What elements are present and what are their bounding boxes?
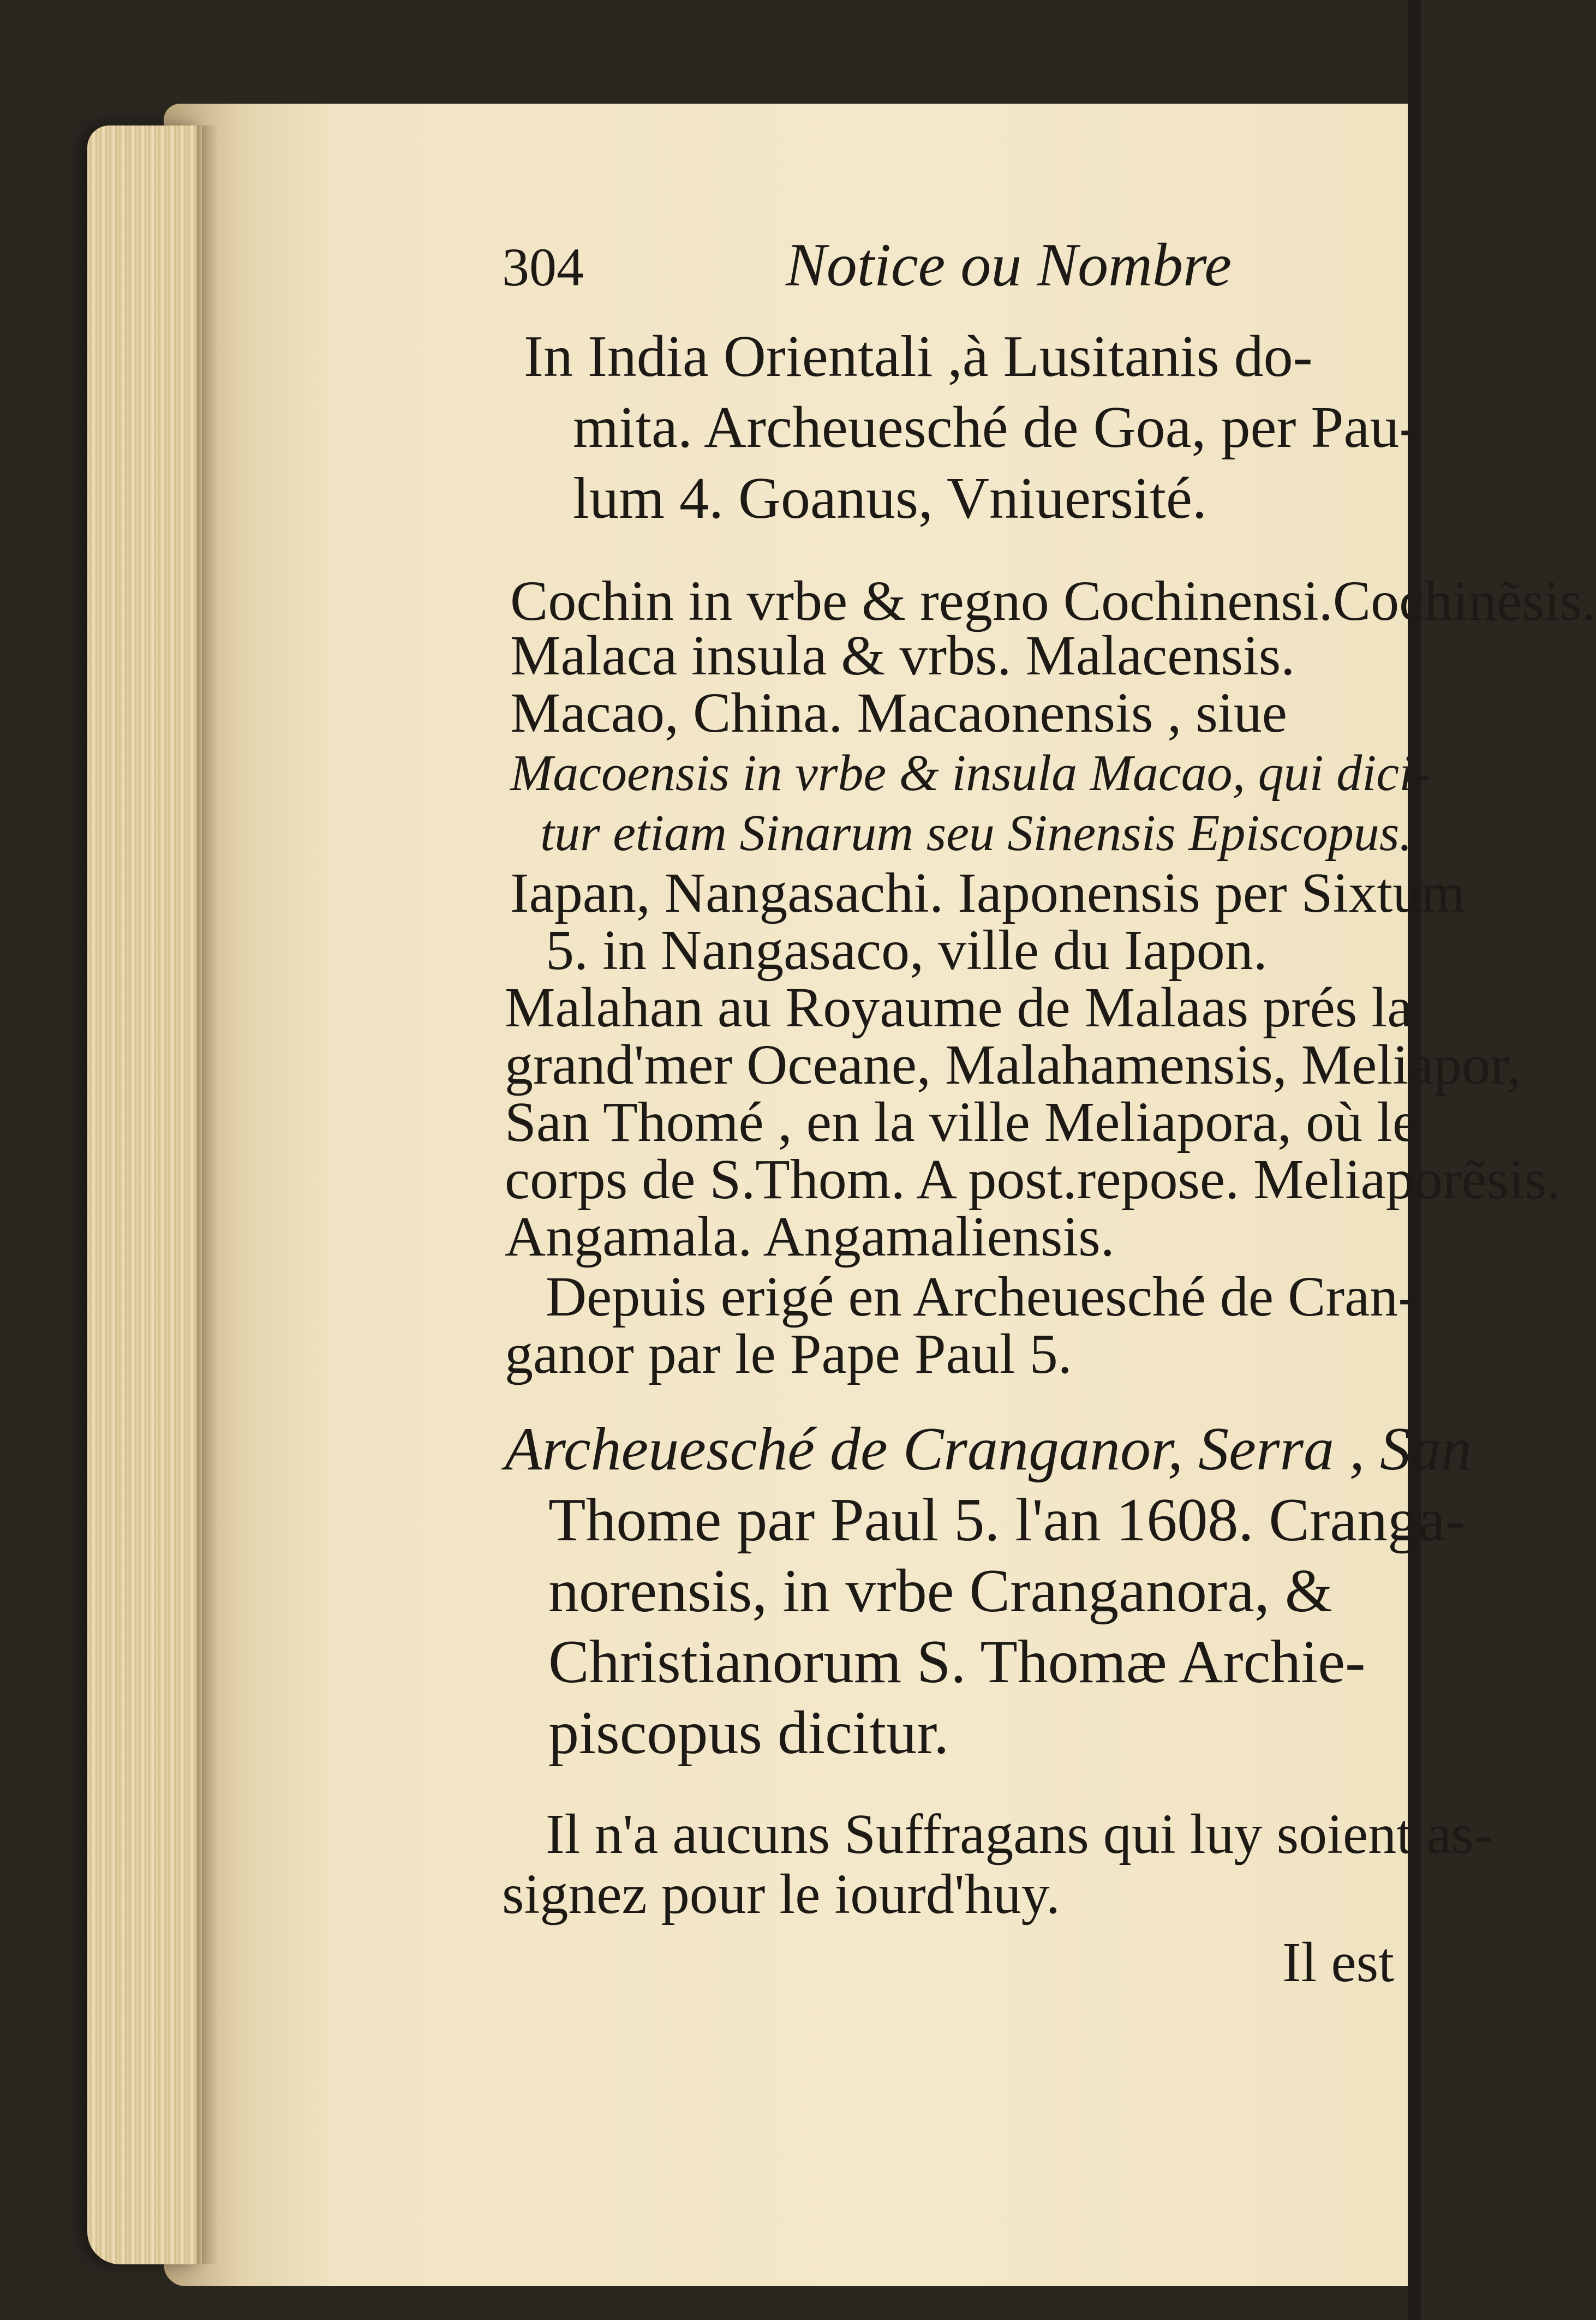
text-line: Cochin in vrbe & regno Cochinensi.Cochinẽsis. [510,570,1596,632]
text-line: grand'mer Oceane, Malahamensis, Meliapor, [505,1033,1521,1096]
text-line: Malaca insula & vrbs. Malacensis. [510,624,1295,687]
text-line: lum 4. Goanus, Vniuersité. [573,466,1207,531]
text-line: Christianorum S. Thomæ Archie- [548,1628,1366,1696]
text-line: San Thomé , en la ville Meliapora, où le [505,1091,1418,1153]
text-line: norensis, in vrbe Cranganora, & [548,1557,1332,1625]
text-line: Archeuesché de Cranganor, Serra , San [505,1415,1472,1483]
text-line: ganor par le Pape Paul 5. [505,1323,1072,1385]
catchword: Il est [1282,1931,1395,1994]
text-line: 5. in Nangasaco, ville du Iapon. [546,919,1268,982]
text-line: Macoensis in vrbe & insula Macao, qui dici- [510,745,1431,802]
text-line: Thome par Paul 5. l'an 1608. Cranga- [548,1486,1466,1554]
text-line: tur etiam Sinarum seu Sinensis Episcopus. [540,805,1412,862]
text-line: piscopus dicitur. [548,1699,949,1767]
page-edges [87,125,202,2264]
text-line: Iapan, Nangasachi. Iaponensis per Sixtum [510,862,1466,924]
text-line: mita. Archeuesché de Goa, per Pau- [573,395,1419,460]
text-line: Malahan au Royaume de Malaas prés la [505,976,1413,1039]
text-line: In India Orientali ,à Lusitanis do- [524,324,1313,389]
page-number: 304 [502,237,584,297]
text-line: Il n'a aucuns Suffragans qui luy soient as- [546,1803,1493,1865]
text-line: Macao, China. Macaonensis , siue [510,681,1287,744]
text-line: signez pour le iourd'huy. [502,1863,1060,1926]
text-line: corps de S.Thom. A post.repose. Meliaporẽsis. [505,1148,1561,1211]
running-title: Notice ou Nombre [786,231,1232,299]
text-line: Angamala. Angamaliensis. [505,1205,1115,1268]
gutter-shadow [196,125,218,2264]
text-line: Depuis erigé en Archeuesché de Cran- [546,1265,1417,1328]
